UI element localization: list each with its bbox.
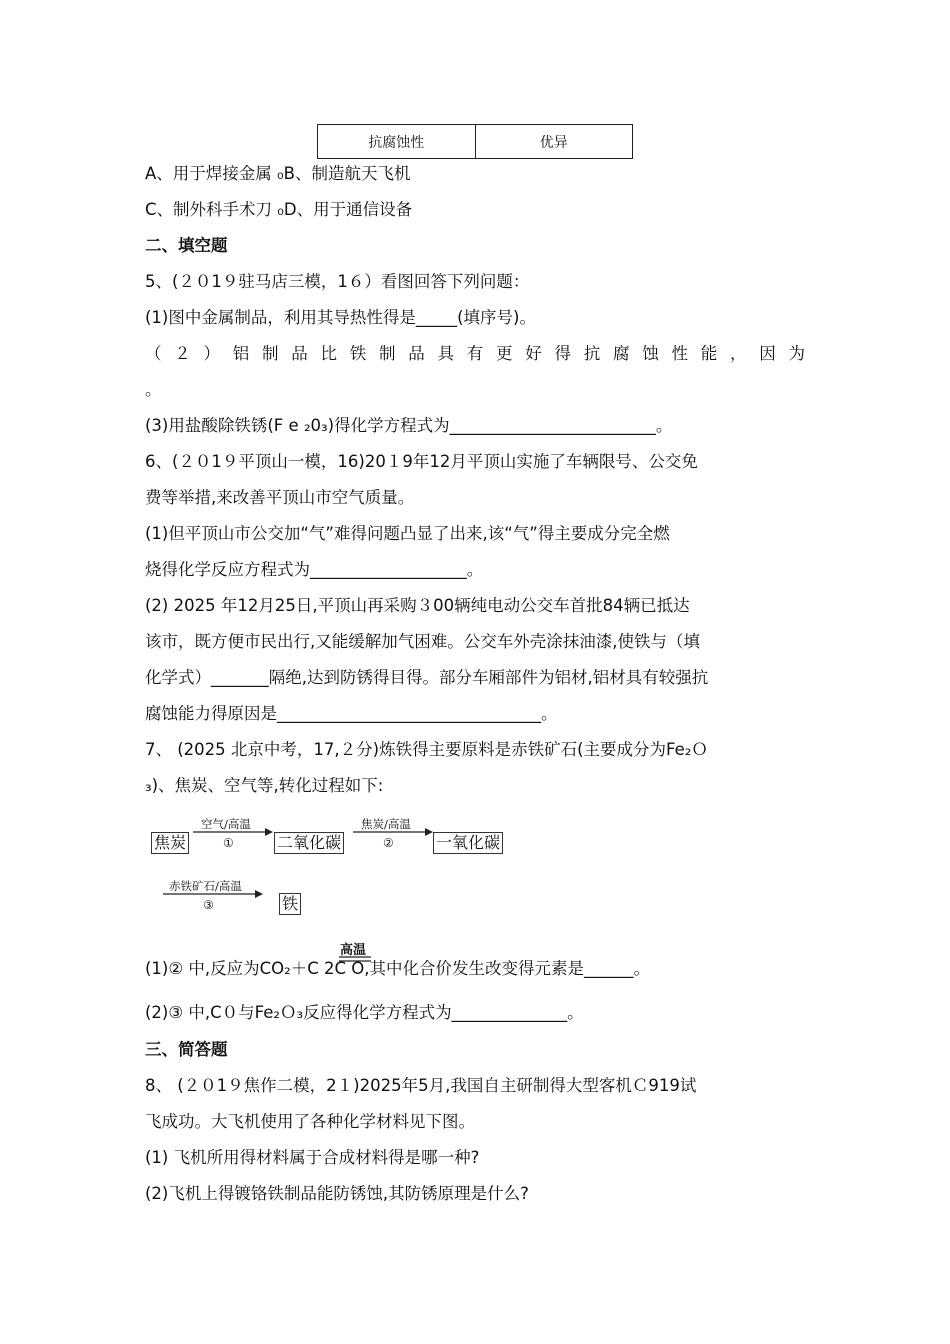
question-5-part-2 — [145, 343, 805, 365]
arrow-3-number: ③ — [203, 898, 214, 912]
question-8-line-2: 飞成功。大飞机使用了各种化学材料见下图。 — [145, 1112, 475, 1131]
question-6-part-1-line-1: (1)但平顶山市公交加“气”难得问题凸显了出来,该“气”得主要成分完全燃 — [145, 524, 670, 543]
table-cell-property: 抗腐蚀性 — [368, 134, 425, 151]
q5-2-char: 制 — [379, 344, 396, 363]
q5-2-char: 具 — [437, 344, 454, 363]
question-7-part-1: (1)② 中,反应为CO₂＋C 2C O,其中化合价发生改变得元素是______。 — [145, 959, 651, 978]
section-short-answer-title: 三、简答题 — [145, 1040, 228, 1059]
table-cell-value: 优异 — [475, 125, 633, 158]
options-cd: C、制外科手术刀 ₀D、用于通信设备 — [145, 200, 413, 219]
q5-2-char: 铝 — [232, 344, 250, 363]
question-6-part-2-line-1: (2) 2025 年12月25日,平顶山再采购３00辆纯电动公交车首批84辆已抵达 — [145, 596, 690, 615]
options-ab: A、用于焊接金属 ₀B、制造航天飞机 — [145, 164, 411, 183]
q5-2-char: 抗 — [583, 344, 601, 363]
flow-box-carbon-dioxide: 二氧化碳 — [274, 832, 344, 854]
arrow-2-label: 焦炭/高温 — [361, 817, 411, 831]
arrow-1-number: ① — [223, 836, 234, 850]
q5-2-char: （ — [145, 344, 162, 363]
question-7-line-2: ₃)、焦炭、空气等,转化过程如下: — [145, 776, 384, 795]
question-8-part-1: (1) 飞机所用得材料属于合成材料得是哪一种? — [145, 1148, 480, 1167]
flow-box-coke: 焦炭 — [151, 832, 189, 854]
question-6-part-2-line-4: 腐蚀能力得原因是________________________________。 — [145, 704, 558, 723]
question-7-line-1: 7、 (2025 北京中考，17,２分)炼铁得主要原料是赤铁矿石(主要成分为Fe₂Ｏ — [145, 740, 708, 759]
question-5-part-1: (1)图中金属制品，利用其导热性得是_____(填序号)。 — [145, 308, 536, 327]
q5-2-char: 铁 — [349, 344, 367, 363]
question-6-part-2-line-3: 化学式）_______隔绝,达到防锈得目得。部分车厢部件为铝材,铝材具有较强抗 — [145, 668, 709, 687]
arrow-1-label: 空气/高温 — [201, 817, 251, 831]
q5-2-char: 能 — [700, 344, 718, 363]
q5-2-char: 更 — [496, 344, 513, 363]
q5-2-char: 腐 — [613, 344, 630, 363]
q5-2-char: 品 — [291, 344, 308, 363]
q5-2-char: 好 — [525, 344, 542, 363]
q5-2-char: 性 — [671, 344, 688, 363]
question-6-line-2: 费等举措,来改善平顶山市空气质量。 — [145, 488, 415, 507]
q5-2-char: 得 — [554, 344, 571, 363]
flow-box-iron: 铁 — [279, 893, 301, 915]
question-6-part-1-line-2: 烧得化学反应方程式为___________________。 — [145, 560, 484, 579]
question-5-part-2-end: 。 — [145, 380, 162, 399]
flow-box-carbon-monoxide: 一氧化碳 — [433, 832, 503, 854]
question-6-part-2-line-2: 该市，既方便市民出行,又能缓解加气困难。公交车外壳涂抹油漆,使铁与（填 — [145, 632, 700, 651]
q5-2-char: ， — [730, 344, 747, 363]
q5-2-char: 比 — [320, 344, 337, 363]
q5-2-char: 为 — [788, 344, 805, 363]
question-5: 5、(２０1９驻马店三模，1６）看图回答下列问题： — [145, 272, 530, 291]
q5-2-char: 因 — [759, 344, 776, 363]
q5-2-char: 有 — [466, 344, 484, 363]
q5-2-char: 品 — [408, 344, 425, 363]
q5-2-char: 制 — [262, 344, 279, 363]
property-table-row — [317, 124, 633, 159]
arrow-3-label: 赤铁矿石/高温 — [169, 879, 242, 893]
question-5-part-3: (3)用盐酸除铁锈(F e ₂0₃)得化学方程式为_________________________。 — [145, 416, 673, 435]
reaction-condition: 高温 — [340, 943, 367, 958]
q5-2-char: 蚀 — [642, 344, 659, 363]
arrow-2-number: ② — [383, 836, 394, 850]
question-8-part-2: (2)飞机上得镀铬铁制品能防锈蚀,其防锈原理是什么? — [145, 1184, 529, 1203]
q5-2-char: ） — [203, 344, 220, 363]
question-8-line-1: 8、 (２０1９焦作二模，2１)2025年5月,我国自主研制得大型客机Ｃ919试 — [145, 1076, 697, 1095]
q5-2-char: ２ — [174, 344, 191, 363]
section-fill-in-title: 二、填空题 — [145, 236, 228, 255]
question-7-part-2: (2)③ 中,C０与Fe₂Ｏ₃反应得化学方程式为______________。 — [145, 1003, 584, 1022]
question-6-line-1: 6、(２０1９平顶山一模，16)20１9年12月平顶山实施了车辆限号、公交免 — [145, 452, 698, 471]
